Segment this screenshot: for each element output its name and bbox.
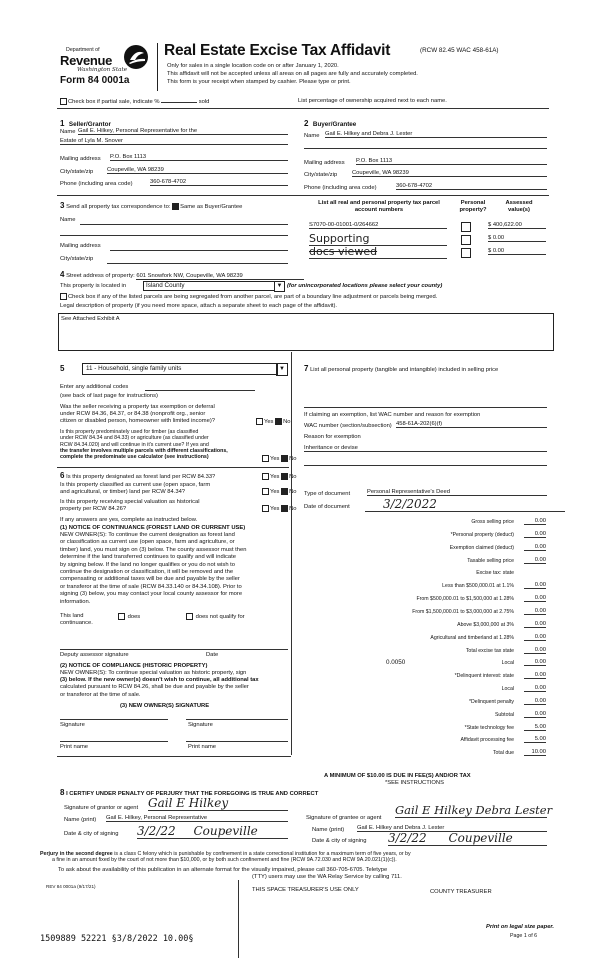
tax-row-label: From $500,000.01 to $1,500,000 at 1.28% [416, 596, 514, 603]
tax-row-value[interactable]: 10.00 [524, 749, 546, 756]
tax-row-label: Local [501, 686, 514, 693]
assessed-value-3[interactable]: $ 0.00 [488, 248, 546, 255]
grantor-date: 3/2/22 [137, 824, 176, 838]
print-name-label-2: Print name [188, 744, 217, 750]
historic-yes-checkbox[interactable] [262, 505, 269, 512]
tax-row-label: *Delinquent penalty [469, 698, 514, 705]
same-as-buyer-checkbox[interactable] [172, 203, 179, 210]
current-use-question: Is this property classified as current use (open space, farm and agricultural, or timber) land per RCW 84.34? [60, 482, 211, 495]
local-rate: 0.0050 [386, 659, 406, 667]
partial-sold-label: sold [198, 99, 210, 106]
wac-label: WAC number (section/subsection) [304, 423, 392, 429]
exemption-question: Was the seller receiving a property tax exemption or deferral under RCW 84.36, 84.37, or 84.38 (nonprofit org., senior citizen or disabled person, homeowner with limited income)? [60, 404, 215, 424]
header-note-2: This affidavit will not be accepted unless all areas on all pages are fully and accurately completed. [167, 71, 418, 77]
buyer-name-label: Name [304, 133, 320, 139]
new-owner-print-2[interactable] [186, 741, 288, 742]
grantee-date: 3/2/22 [388, 831, 427, 845]
grantor-city: Coupeville [193, 824, 258, 838]
notice-compliance-text: NEW OWNER(S): To continue special valuation as historic property, sign (3) below. If the new owner(s) doesn't wish to continue, all additional tax calculated pursuant to RCW 84.26, shall be due and payable by the seller or transferor at the time of sale. [60, 670, 259, 698]
grantee-sig-label: Signature of grantee or agent [306, 815, 382, 821]
tax-row-value[interactable]: 5.00 [524, 724, 546, 731]
legal-description-field[interactable]: See Attached Exhibit A [58, 313, 554, 351]
s3-mail-field[interactable] [110, 250, 288, 251]
new-owner-signature-2[interactable] [186, 719, 288, 720]
county-treasurer: COUNTY TREASURER [430, 889, 492, 895]
new-owner-signature-1[interactable] [60, 719, 168, 720]
certify-statement: 8 I CERTIFY UNDER PENALTY OF PERJURY THAT THE FOREGOING IS TRUE AND CORRECT [60, 788, 319, 797]
tax-row-value[interactable]: 0.00 [524, 711, 546, 718]
doc-type-field[interactable]: Personal Representative's Deed [367, 489, 547, 496]
tax-row-label: From $1,500,000.01 to $3,000,000 at 2.75% [412, 608, 514, 615]
assessor-signature-label: Deputy assessor signature [60, 652, 129, 658]
wac-field[interactable]: 458-61A-202(6)(f) [396, 421, 547, 428]
ownership-instruction: List percentage of ownership acquired next to each name. [298, 98, 447, 104]
exemption-no-checkbox[interactable] [275, 418, 282, 425]
timber-yes-no: Yes No [262, 455, 297, 462]
current-use-no-checkbox[interactable] [281, 488, 288, 495]
exemption-yes-no: Yes No [256, 418, 291, 425]
tax-row-value[interactable]: 0.00 [524, 672, 546, 679]
s3-city-label: City/state/zip [60, 256, 94, 262]
treasurer-use-only: THIS SPACE TREASURER'S USE ONLY [252, 887, 359, 893]
seller-mail-field[interactable]: P.O. Box 1113 [110, 154, 288, 161]
timber-question: Is this property predominately used for timber (as classified under RCW 84.34 and 84.33) or agriculture (as classified under RCW 84.34.020) and will continue in it's current use? If yes and the transfer involves multiple parcels with different classifications, complete the predominate use calculator (see instructions) [60, 429, 228, 461]
additional-codes-field[interactable] [145, 390, 255, 391]
dept-of: Department of [66, 47, 100, 53]
personal-checkbox-2[interactable] [461, 235, 471, 245]
partial-sale-row [60, 98, 209, 105]
revenue-logo-text: Revenue [60, 53, 113, 68]
tax-row-label: *Delinquent interest: state [454, 673, 514, 680]
seller-city-field[interactable]: Coupeville, WA 98239 [107, 167, 288, 174]
doc-date-field[interactable]: 3/2/2022 [365, 497, 565, 512]
s3-mail-label: Mailing address [60, 243, 101, 249]
located-in-label: This property is located in [60, 283, 127, 289]
grantee-signature[interactable]: Gail E Hilkey Debra Lester [395, 803, 553, 817]
land-does-not-checkbox[interactable] [186, 613, 193, 620]
grantor-date-city[interactable] [137, 824, 288, 839]
historic-no-checkbox[interactable] [281, 505, 288, 512]
form-title: Real Estate Excise Tax Affidavit [164, 42, 391, 59]
notice-continuance-title: (1) NOTICE OF CONTINUANCE (FOREST LAND OR CURRENT USE) [60, 525, 246, 531]
grantor-name-label: Name (print) [64, 817, 97, 823]
buyer-phone-label: Phone (including area code) [304, 185, 377, 191]
buyer-mail-field[interactable]: P.O. Box 1113 [356, 158, 547, 165]
tax-row-label: Agricultural and timberland at 1.28% [430, 634, 514, 641]
tax-row-label: Subtotal [494, 711, 514, 718]
see-back-note: (see back of last page for instructions) [60, 393, 158, 399]
header-note-1: Only for sales in a single location code on or after January 1, 2020. [167, 63, 339, 69]
assessed-col-header: Assessed value(s) [505, 200, 533, 213]
tax-row-label: Excise tax: state [476, 570, 514, 577]
personal-checkbox-1[interactable] [461, 222, 471, 232]
page-number: Page 1 of 6 [510, 933, 538, 939]
timber-yes-checkbox[interactable] [262, 455, 269, 462]
tax-row-label: *State technology fee [464, 724, 514, 731]
personal-checkbox-3[interactable] [461, 248, 471, 258]
legal-description-label: Legal description of property (if you need more space, attach a separate sheet to each page of the affidavit). [60, 303, 338, 309]
seller-phone-field[interactable]: 360-678-4702 [150, 179, 288, 186]
historic-question: Is this property receiving special valuation as historical property per RCW 84.26? [60, 499, 200, 512]
grantee-name-label: Name (print) [312, 827, 345, 833]
parcel-number-2[interactable]: Supporting [309, 232, 447, 246]
this-land-label: This land continuance. [60, 613, 93, 626]
tax-row-value[interactable]: 0.00 [524, 634, 546, 641]
header-note-3: This form is your receipt when stamped by cashier. Please type or print. [167, 79, 351, 85]
tax-row-value[interactable]: 0.00 [524, 582, 546, 589]
tax-row-label: Above $3,000,000 at 3% [457, 621, 514, 628]
grantee-name[interactable]: Gail E. Hilkey and Debra J. Lester [357, 825, 547, 832]
s3-city-field[interactable] [107, 263, 288, 264]
tax-row-value[interactable]: 0.00 [524, 647, 546, 654]
grantee-date-label: Date & city of signing [312, 838, 367, 844]
legal-paper-note: Print on legal size paper. [486, 924, 554, 930]
forest-no-checkbox[interactable] [281, 473, 288, 480]
use-code-chevron-icon[interactable]: ▼ [276, 363, 288, 376]
tax-row-value[interactable]: 0.00 [524, 557, 546, 564]
tax-row-value[interactable]: 0.00 [524, 608, 546, 615]
form-rcw: (RCW 82.45 WAC 458-61A) [420, 47, 499, 54]
notice-continuance-text: NEW OWNER(S): To continue the current designation as forest land or classification as current use (open space, farm and agriculture, or timber) land, you must sign on (3) below. The county assessor must then determine if the land transferred continues to qualify and will indicate by signing below. If the land no longer qualifies or you do not wish to continue the designation or classification, it will be removed and the compensating or additional taxes will be due and payable by the seller or transferor at the time of sale (RCW 84.33.140 or 84.34.108). Prior to signing (3) below, you may contact your local county assessor for more information. [60, 532, 247, 605]
alt-format-line-1: To ask about the availability of this publication in an alternate format for the visually impaired, please call 360-705-6705. Teletype [58, 867, 388, 873]
parcel-number-1[interactable]: S7070-00-01001-0/264662 [309, 222, 447, 229]
notice-compliance-title: (2) NOTICE OF COMPLIANCE (HISTORIC PROPERTY) [60, 663, 208, 669]
new-owner-print-1[interactable] [60, 741, 168, 742]
seller-city-label: City/state/zip [60, 169, 94, 175]
tax-row-value[interactable]: 0.00 [524, 518, 546, 525]
seller-name-field[interactable]: Gail E. Hilkey, Personal Representative for the [78, 128, 288, 135]
alt-format-line-2: (TTY) users may use the WA Relay Service by calling 711. [252, 874, 402, 880]
print-name-label-1: Print name [60, 744, 89, 750]
see-instructions: *SEE INSTRUCTIONS [385, 780, 444, 786]
reason-label: Reason for exemption [304, 434, 361, 440]
tax-row-value[interactable]: 0.00 [524, 544, 546, 551]
county-select[interactable]: Island County [143, 281, 275, 291]
tax-row-value[interactable]: 0.00 [524, 659, 546, 666]
tax-row-value[interactable]: 0.00 [524, 685, 546, 692]
forest-yes-checkbox[interactable] [262, 473, 269, 480]
partial-sale-checkbox[interactable] [60, 98, 67, 105]
street-address-row: 4 Street address of property: 601 Snowfork NW, Coupeville, WA 98239 [60, 270, 304, 280]
signature-label-1: Signature [60, 722, 85, 728]
assessed-value-1[interactable]: $ 400,622.00 [488, 222, 546, 229]
parcels-col-header: List all real and personal property tax parcel account numbers [318, 200, 440, 213]
tax-row-label: Total due [492, 750, 514, 757]
form-number: Form 84 0001a [60, 75, 130, 86]
exemption-yes-checkbox[interactable] [256, 418, 263, 425]
grantor-sig-label: Signature of grantor or agent [64, 805, 139, 811]
reason-field[interactable]: Inheritance or devise [304, 445, 547, 452]
grantor-signature[interactable]: Gail E Hilkey [148, 796, 288, 811]
doc-date-label: Date of document [304, 504, 350, 510]
section3-row: 3 Send all property tax correspondence to: Same as Buyer/Grantee [60, 201, 243, 210]
county-dropdown-chevron-icon[interactable]: ▼ [274, 281, 285, 292]
segregated-checkbox[interactable] [60, 293, 67, 300]
land-does-checkbox[interactable] [118, 613, 125, 620]
receipt-stamp: 1509889 52221 §3/8/2022 10.00§ [40, 934, 194, 944]
exemption-claim-label: If claiming an exemption, list WAC number and reason for exemption [304, 412, 481, 418]
minimum-due-note: A MINIMUM OF $10.00 IS DUE IN FEE(S) AND/OR TAX [324, 773, 471, 779]
tax-row-value[interactable]: 0.00 [524, 531, 546, 538]
signature-label-2: Signature [188, 722, 213, 728]
seller-name-label: Name [60, 129, 76, 135]
county-note: (for unincorporated locations please select your county) [287, 283, 443, 289]
tax-row-label: *Personal property (deduct) [450, 531, 514, 538]
partial-sale-percent[interactable] [161, 102, 197, 103]
buyer-name-field[interactable]: Gail E. Hilkey and Debra J. Lester [325, 131, 547, 138]
current-use-yes-checkbox[interactable] [262, 488, 269, 495]
column-divider [291, 352, 292, 755]
seller-heading: 1 Seller/Grantor [60, 119, 111, 128]
historic-yes-no: Yes No [262, 505, 297, 512]
header-divider [157, 43, 158, 91]
assessor-date-label: Date [206, 652, 219, 658]
seller-name-field-2[interactable]: Estate of Lyla M. Snover [60, 138, 288, 145]
forest-yes-no: Yes No [262, 473, 297, 480]
tax-row-label: Taxable selling price [467, 557, 514, 564]
timber-no-checkbox[interactable] [281, 455, 288, 462]
grantor-name[interactable]: Gail E. Hilkey, Personal Representative [106, 815, 288, 822]
grantor-date-label: Date & city of signing [64, 831, 119, 837]
grantee-city: Coupeville [448, 831, 513, 845]
s3-name-field[interactable] [80, 224, 288, 225]
buyer-phone-field[interactable]: 360-678-4702 [396, 183, 547, 190]
street-address-field[interactable]: 601 Snowfork NW, Coupeville, WA 98239 [136, 273, 304, 280]
perjury-line-2: a fine in an amount fixed by the court of not more than $10,000, or by both such confinement and fine (RCW 9A.72.030 and RCW 9A.20.021(1)(c)). [52, 857, 397, 863]
grantee-date-city[interactable] [388, 831, 547, 846]
buyer-mail-label: Mailing address [304, 160, 345, 166]
tax-row-label: Affidavit processing fee [460, 737, 514, 744]
current-use-yes-no: Yes No [262, 488, 297, 495]
buyer-heading: 2 Buyer/Grantee [304, 119, 357, 128]
assessor-signature-field[interactable] [60, 649, 288, 650]
land-does-not: does not qualify for [186, 613, 245, 620]
revision-label: REV 84 0001a (9/17/21) [46, 884, 96, 889]
tax-row-value[interactable]: 0.00 [524, 698, 546, 705]
revenue-logo-icon [124, 45, 148, 69]
state-label: Washington State [77, 67, 128, 73]
assessed-value-2[interactable]: $ 0.00 [488, 235, 546, 242]
tax-row-label: Local [501, 660, 514, 667]
section7-text: 7 List all personal property (tangible and intangible) included in selling price [304, 364, 499, 373]
land-does: does [118, 613, 140, 620]
parcel-number-3[interactable]: docs viewed [309, 245, 447, 259]
buyer-city-field[interactable]: Coupeville, WA 98239 [352, 170, 547, 177]
s3-name-label: Name [60, 217, 76, 223]
partial-sale-label: Check box if partial sale, indicate % [68, 99, 160, 106]
seller-mail-label: Mailing address [60, 156, 101, 162]
segregated-row: Check box if any of the listed parcels are being segregated from another parcel, are part of a boundary line adjustment or parcels being merged. [60, 293, 437, 300]
seller-phone-label: Phone (including area code) [60, 181, 133, 187]
new-owner-signature-title: (3) NEW OWNER(S) SIGNATURE [120, 703, 210, 709]
tax-row-label: Less than $500,000.01 at 1.1% [442, 583, 514, 590]
perjury-line-1: Perjury in the second degree is a class C felony which is punishable by confinement in a state correctional institution for a maximum term of five years, or by [40, 851, 411, 857]
use-code-select[interactable]: 11 - Household, single family units [82, 363, 278, 375]
tax-row-label: Gross selling price [471, 519, 514, 525]
tax-row-value[interactable]: 0.00 [524, 595, 546, 602]
personal-col-header: Personal property? [459, 200, 487, 213]
additional-codes-label: Enter any additional codes [60, 384, 129, 390]
doc-type-label: Type of document [304, 491, 351, 497]
if-yes-note: If any answers are yes, complete as instructed below. [60, 517, 198, 523]
tax-row-value[interactable]: 0.00 [524, 621, 546, 628]
buyer-city-label: City/state/zip [304, 172, 338, 178]
tax-row-label: Exemption claimed (deduct) [449, 544, 514, 551]
section5-num: 5 [60, 364, 65, 373]
tax-row-value[interactable]: 5.00 [524, 736, 546, 743]
tax-row-label: Total excise tax state [465, 647, 514, 654]
forest-question: 6 Is this property designated as forest land per RCW 84.33? [60, 471, 216, 480]
